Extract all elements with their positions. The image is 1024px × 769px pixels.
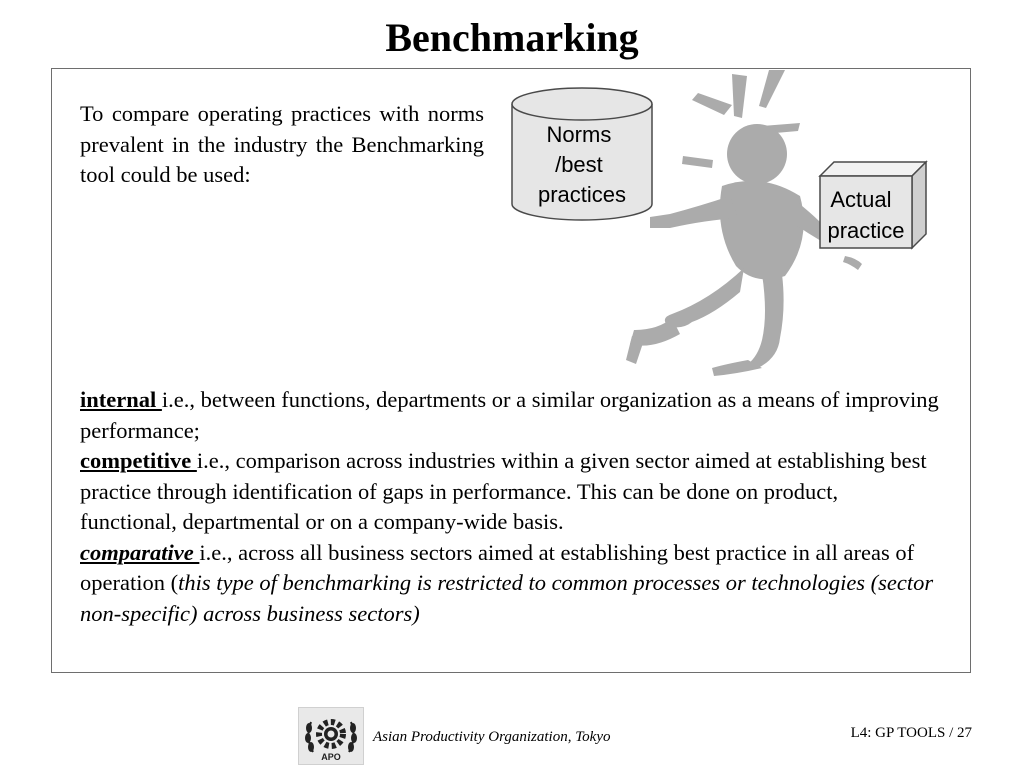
footer-organization: Asian Productivity Organization, Tokyo — [373, 729, 611, 745]
term-internal: internal — [80, 387, 162, 412]
actual-line-2: practice — [827, 218, 905, 243]
norms-line-1: Norms — [546, 122, 612, 147]
actual-line-1: Actual — [830, 187, 892, 212]
benchmarking-illustration — [500, 68, 940, 378]
cube-box-icon — [820, 162, 926, 248]
term-competitive: competitive — [80, 448, 197, 473]
apo-logo — [298, 707, 364, 765]
logo-text: APO — [321, 752, 341, 762]
database-cylinder-icon — [512, 88, 652, 220]
apo-gear-wreath-logo-icon — [299, 708, 363, 764]
slide-title: Benchmarking — [385, 15, 639, 60]
intro-text: To compare operating practices with norms prevalent in the industry the Benchmarking tool could be used: — [80, 101, 484, 187]
definition-comparative: i.e., across all business sectors aimed at establishing best practice in all areas of operation ( — [80, 539, 915, 595]
benchmarking-types — [80, 385, 940, 629]
norms-line-2: /best — [555, 152, 603, 177]
term-comparative: comparative — [80, 539, 200, 565]
norms-line-3: practices — [537, 182, 627, 207]
definition-internal: i.e., between functions, departments or a similar organization as a means of improving performance; — [80, 387, 939, 443]
footer-page-number: L4: GP TOOLS / 27 — [850, 725, 972, 741]
definition-competitive: i.e., comparison across industries within a given sector aimed at establishing best practice through identification of gaps in performance. This can be done on product, functional, departmental or on a company-wide basis. — [80, 448, 927, 534]
comparative-note: this type of benchmarking is restricted to common processes or technologies (sector non-specific) across business sectors) — [80, 570, 934, 626]
